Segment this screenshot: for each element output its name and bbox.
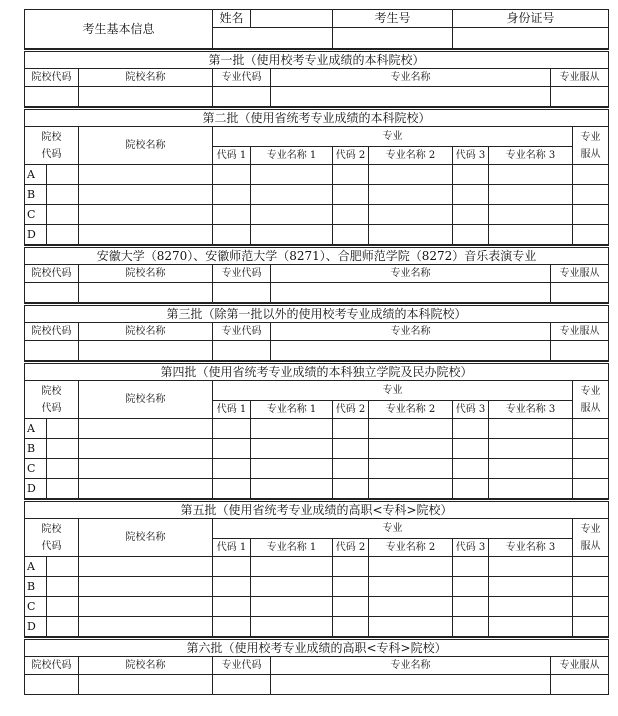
exam-no-label: 考生号 xyxy=(333,10,453,28)
col-school-name: 院校名称 xyxy=(79,69,213,87)
col-major-name: 专业名称 xyxy=(271,657,551,675)
choice-row xyxy=(25,225,609,245)
batch-6-table xyxy=(24,637,609,695)
col-obey-a: 专业 xyxy=(580,131,601,143)
batch-5-title: 第五批（使用省统考专业成绩的高职<专科>院校） xyxy=(25,501,609,519)
col-major-group: 专业 xyxy=(213,381,573,401)
col-obey-b: 服从 xyxy=(580,402,601,414)
col-school-code-b: 代码 xyxy=(41,540,62,552)
batch-1-header xyxy=(25,69,609,87)
col-obey-a: 专业 xyxy=(580,385,601,397)
col-major-code: 专业代码 xyxy=(213,323,271,341)
info-header-row xyxy=(25,10,609,28)
col-obey-b: 服从 xyxy=(580,540,601,552)
application-form xyxy=(24,9,609,695)
row-label: D xyxy=(25,479,47,499)
col-major-name: 专业名称 xyxy=(271,265,551,283)
col-school-code xyxy=(25,519,79,557)
row-label: B xyxy=(25,185,47,205)
batch-1-title: 第一批（使用校考专业成绩的本科院校） xyxy=(25,51,609,69)
col-obey xyxy=(573,519,609,557)
row-label: C xyxy=(25,205,47,225)
major-code-field[interactable] xyxy=(213,87,271,107)
col-name-2: 专业名称 2 xyxy=(369,147,453,165)
col-name-3: 专业名称 3 xyxy=(489,147,573,165)
col-major-group: 专业 xyxy=(213,127,573,147)
col-code-3: 代码 3 xyxy=(453,539,489,557)
choice-row xyxy=(25,439,609,459)
form-table xyxy=(24,9,609,49)
col-school-code-a: 院校 xyxy=(41,523,62,535)
col-code-1: 代码 1 xyxy=(213,539,251,557)
row-label: C xyxy=(25,459,47,479)
col-school-code: 院校代码 xyxy=(25,323,79,341)
batch-3-title: 第三批（除第一批以外的使用校考专业成绩的本科院校） xyxy=(25,305,609,323)
col-obey: 专业服从 xyxy=(551,323,609,341)
choice-row xyxy=(25,205,609,225)
major-name-field[interactable] xyxy=(271,87,551,107)
row-label: B xyxy=(25,577,47,597)
batch-1-entry-row xyxy=(25,87,609,107)
choice-row xyxy=(25,185,609,205)
choice-row xyxy=(25,577,609,597)
col-major-code: 专业代码 xyxy=(213,265,271,283)
batch-2-table xyxy=(24,107,609,245)
col-school-code xyxy=(25,381,79,419)
row-label: C xyxy=(25,597,47,617)
choice-row xyxy=(25,557,609,577)
col-obey xyxy=(573,381,609,419)
choice-row xyxy=(25,459,609,479)
col-obey xyxy=(573,127,609,165)
col-major-group: 专业 xyxy=(213,519,573,539)
col-name-1: 专业名称 1 xyxy=(251,147,333,165)
music-title: 安徽大学（8270）、安徽师范大学（8271）、合肥师范学院（8272）音乐表演专业 xyxy=(25,247,609,265)
col-school-code xyxy=(25,127,79,165)
col-major-name: 专业名称 xyxy=(271,69,551,87)
col-school-code: 院校代码 xyxy=(25,69,79,87)
col-name-2: 专业名称 2 xyxy=(369,539,453,557)
batch-4-title: 第四批（使用省统考专业成绩的本科独立学院及民办院校） xyxy=(25,363,609,381)
row-label: A xyxy=(25,165,47,185)
col-code-1: 代码 1 xyxy=(213,147,251,165)
batch-2-title: 第二批（使用省统考专业成绩的本科院校） xyxy=(25,109,609,127)
batch-3-table xyxy=(24,303,609,361)
name-label: 姓名 xyxy=(213,10,251,28)
col-major-code: 专业代码 xyxy=(213,657,271,675)
choice-row xyxy=(25,479,609,499)
music-table xyxy=(24,245,609,303)
col-school-name: 院校名称 xyxy=(79,323,213,341)
batch-5-table xyxy=(24,499,609,637)
col-school-name: 院校名称 xyxy=(79,381,213,419)
choice-row xyxy=(25,597,609,617)
col-obey: 专业服从 xyxy=(551,265,609,283)
col-name-3: 专业名称 3 xyxy=(489,539,573,557)
choice-row xyxy=(25,617,609,637)
col-major-code: 专业代码 xyxy=(213,69,271,87)
col-school-name: 院校名称 xyxy=(79,519,213,557)
col-code-2: 代码 2 xyxy=(333,147,369,165)
col-school-name: 院校名称 xyxy=(79,127,213,165)
col-obey: 专业服从 xyxy=(551,657,609,675)
col-obey-b: 服从 xyxy=(580,148,601,160)
col-code-2: 代码 2 xyxy=(333,539,369,557)
col-name-1: 专业名称 1 xyxy=(251,401,333,419)
col-code-1: 代码 1 xyxy=(213,401,251,419)
col-school-code: 院校代码 xyxy=(25,657,79,675)
col-school-name: 院校名称 xyxy=(79,657,213,675)
col-school-code: 院校代码 xyxy=(25,265,79,283)
choice-row xyxy=(25,165,609,185)
batch-6-title: 第六批（使用校考专业成绩的高职<专科>院校） xyxy=(25,639,609,657)
col-school-code-b: 代码 xyxy=(41,402,62,414)
id-label: 身份证号 xyxy=(453,10,609,28)
col-obey: 专业服从 xyxy=(551,69,609,87)
info-label: 考生基本信息 xyxy=(25,10,213,49)
obey-field[interactable] xyxy=(551,87,609,107)
col-code-3: 代码 3 xyxy=(453,401,489,419)
col-obey-a: 专业 xyxy=(580,523,601,535)
col-name-2: 专业名称 2 xyxy=(369,401,453,419)
choice-row xyxy=(25,419,609,439)
row-label: B xyxy=(25,439,47,459)
school-code-field[interactable] xyxy=(25,87,79,107)
batch-1-table xyxy=(24,49,609,107)
name-field[interactable] xyxy=(213,28,333,49)
col-code-2: 代码 2 xyxy=(333,401,369,419)
col-name-1: 专业名称 1 xyxy=(251,539,333,557)
row-label: D xyxy=(25,617,47,637)
exam-no-field[interactable] xyxy=(333,28,453,49)
row-label: A xyxy=(25,419,47,439)
col-school-code-a: 院校 xyxy=(41,385,62,397)
batch-4-table xyxy=(24,361,609,499)
col-school-code-a: 院校 xyxy=(41,131,62,143)
row-label: A xyxy=(25,557,47,577)
col-name-3: 专业名称 3 xyxy=(489,401,573,419)
col-school-code-b: 代码 xyxy=(41,148,62,160)
col-major-name: 专业名称 xyxy=(271,323,551,341)
col-school-name: 院校名称 xyxy=(79,265,213,283)
col-code-3: 代码 3 xyxy=(453,147,489,165)
school-name-field[interactable] xyxy=(79,87,213,107)
row-label: D xyxy=(25,225,47,245)
id-field[interactable] xyxy=(453,28,609,49)
